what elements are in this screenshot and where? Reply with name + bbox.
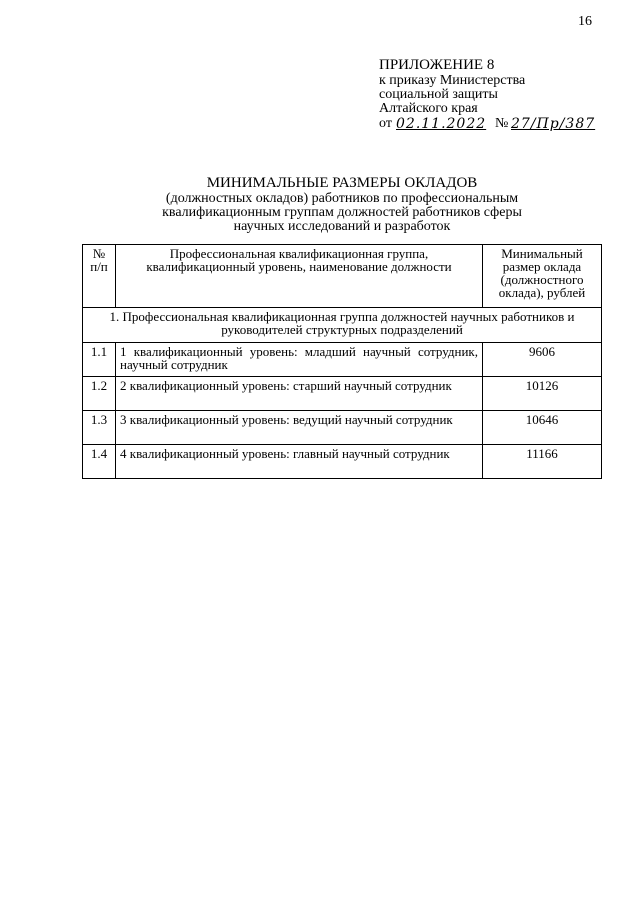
heading-title: МИНИМАЛЬНЫЕ РАЗМЕРЫ ОКЛАДОВ [206, 175, 478, 191]
table-header-row [83, 245, 602, 308]
handwritten-date: 02.11.2022 [396, 116, 487, 132]
row-number: 1.2 [83, 377, 116, 411]
table-row [83, 343, 602, 377]
row-salary: 11166 [483, 445, 602, 479]
document-heading [100, 175, 584, 234]
row-salary: 10126 [483, 377, 602, 411]
from-label: от [379, 116, 392, 131]
page-number: 16 [578, 14, 592, 29]
heading-line-4: научных исследований и разработок [233, 219, 451, 234]
heading-line-2: (должностных окладов) работников по профессиональным [165, 191, 519, 206]
row-salary: 9606 [483, 343, 602, 377]
header-salary: Минимальный размер оклада (должностного оклада), рублей [483, 245, 602, 308]
row-position: 4 квалификационный уровень: главный научный сотрудник [116, 445, 483, 479]
heading-line-3: квалификационным группам должностей работников сферы [162, 205, 522, 220]
appendix-block [379, 56, 629, 136]
row-number: 1.1 [83, 343, 116, 377]
row-salary: 10646 [483, 411, 602, 445]
table-row [83, 411, 602, 445]
row-position: 3 квалификационный уровень: ведущий научный сотрудник [116, 411, 483, 445]
row-number: 1.3 [83, 411, 116, 445]
group-row [83, 308, 602, 343]
appendix-line-ministry: социальной защиты [379, 87, 498, 102]
number-label: № [495, 116, 509, 131]
appendix-line-order: к приказу Министерства [379, 73, 526, 88]
row-number: 1.4 [83, 445, 116, 479]
row-position: 1 квалификационный уровень: младший научный сотрудник, научный сотрудник [116, 343, 483, 377]
header-number: № п/п [83, 245, 116, 308]
row-position: 2 квалификационный уровень: старший научный сотрудник [116, 377, 483, 411]
appendix-title: ПРИЛОЖЕНИЕ 8 [379, 57, 495, 73]
table-row [83, 377, 602, 411]
handwritten-number: 27/Пр/387 [511, 116, 596, 132]
header-group: Профессиональная квалификационная группа, квалификационный уровень, наименование должности [116, 245, 483, 308]
salary-table [82, 244, 602, 479]
appendix-date-line [379, 116, 629, 136]
group-title: 1. Профессиональная квалификационная группа должностей научных работников и руководителей структурных подразделений [83, 308, 602, 343]
appendix-line-region: Алтайского края [379, 101, 478, 116]
table-row [83, 445, 602, 479]
